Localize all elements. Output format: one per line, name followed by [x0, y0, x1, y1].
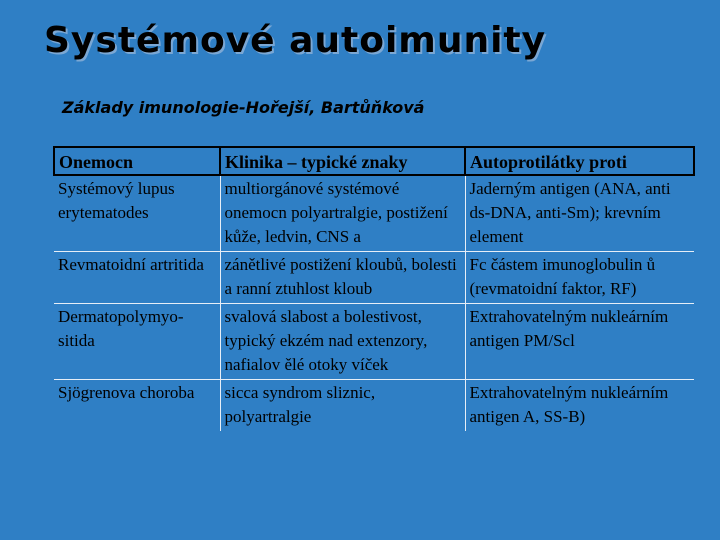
table-header-row [54, 147, 694, 175]
disease-cell: Revmatoidní artritida [54, 252, 220, 304]
antibodies-cell: Jaderným antigen (ANA, anti ds-DNA, anti-Sm); krevním element [465, 175, 694, 252]
table-row [54, 175, 694, 252]
header-antibodies: Autoprotilátky proti [465, 147, 694, 175]
slide-subtitle: Základy imunologie-Hořejší, Bartůňková [62, 98, 425, 117]
disease-cell: Dermatopolymyo-sitida [54, 304, 220, 380]
slide-title: Systémové autoimunity [44, 20, 547, 61]
header-clinic: Klinika – typické znaky [220, 147, 465, 175]
clinic-cell: multiorgánové systémové onemocn polyartralgie, postižení kůže, ledvin, CNS a [220, 175, 465, 252]
table-row [54, 304, 694, 380]
disease-cell: Sjögrenova choroba [54, 380, 220, 432]
antibodies-cell: Extrahovatelným nukleárním antigen A, SS-B) [465, 380, 694, 432]
autoimmunity-table [53, 146, 695, 431]
clinic-cell: svalová slabost a bolestivost, typický ekzém nad extenzory, nafialov ělé otoky víček [220, 304, 465, 380]
antibodies-cell: Fc částem imunoglobulin ů (revmatoidní faktor, RF) [465, 252, 694, 304]
disease-cell: Systémový lupus erytematodes [54, 175, 220, 252]
clinic-cell: sicca syndrom sliznic, polyartralgie [220, 380, 465, 432]
antibodies-cell: Extrahovatelným nukleárním antigen PM/Scl [465, 304, 694, 380]
clinic-cell: zánětlivé postižení kloubů, bolesti a ranní ztuhlost kloub [220, 252, 465, 304]
table-row [54, 252, 694, 304]
table-row [54, 380, 694, 432]
header-disease: Onemocn [54, 147, 220, 175]
